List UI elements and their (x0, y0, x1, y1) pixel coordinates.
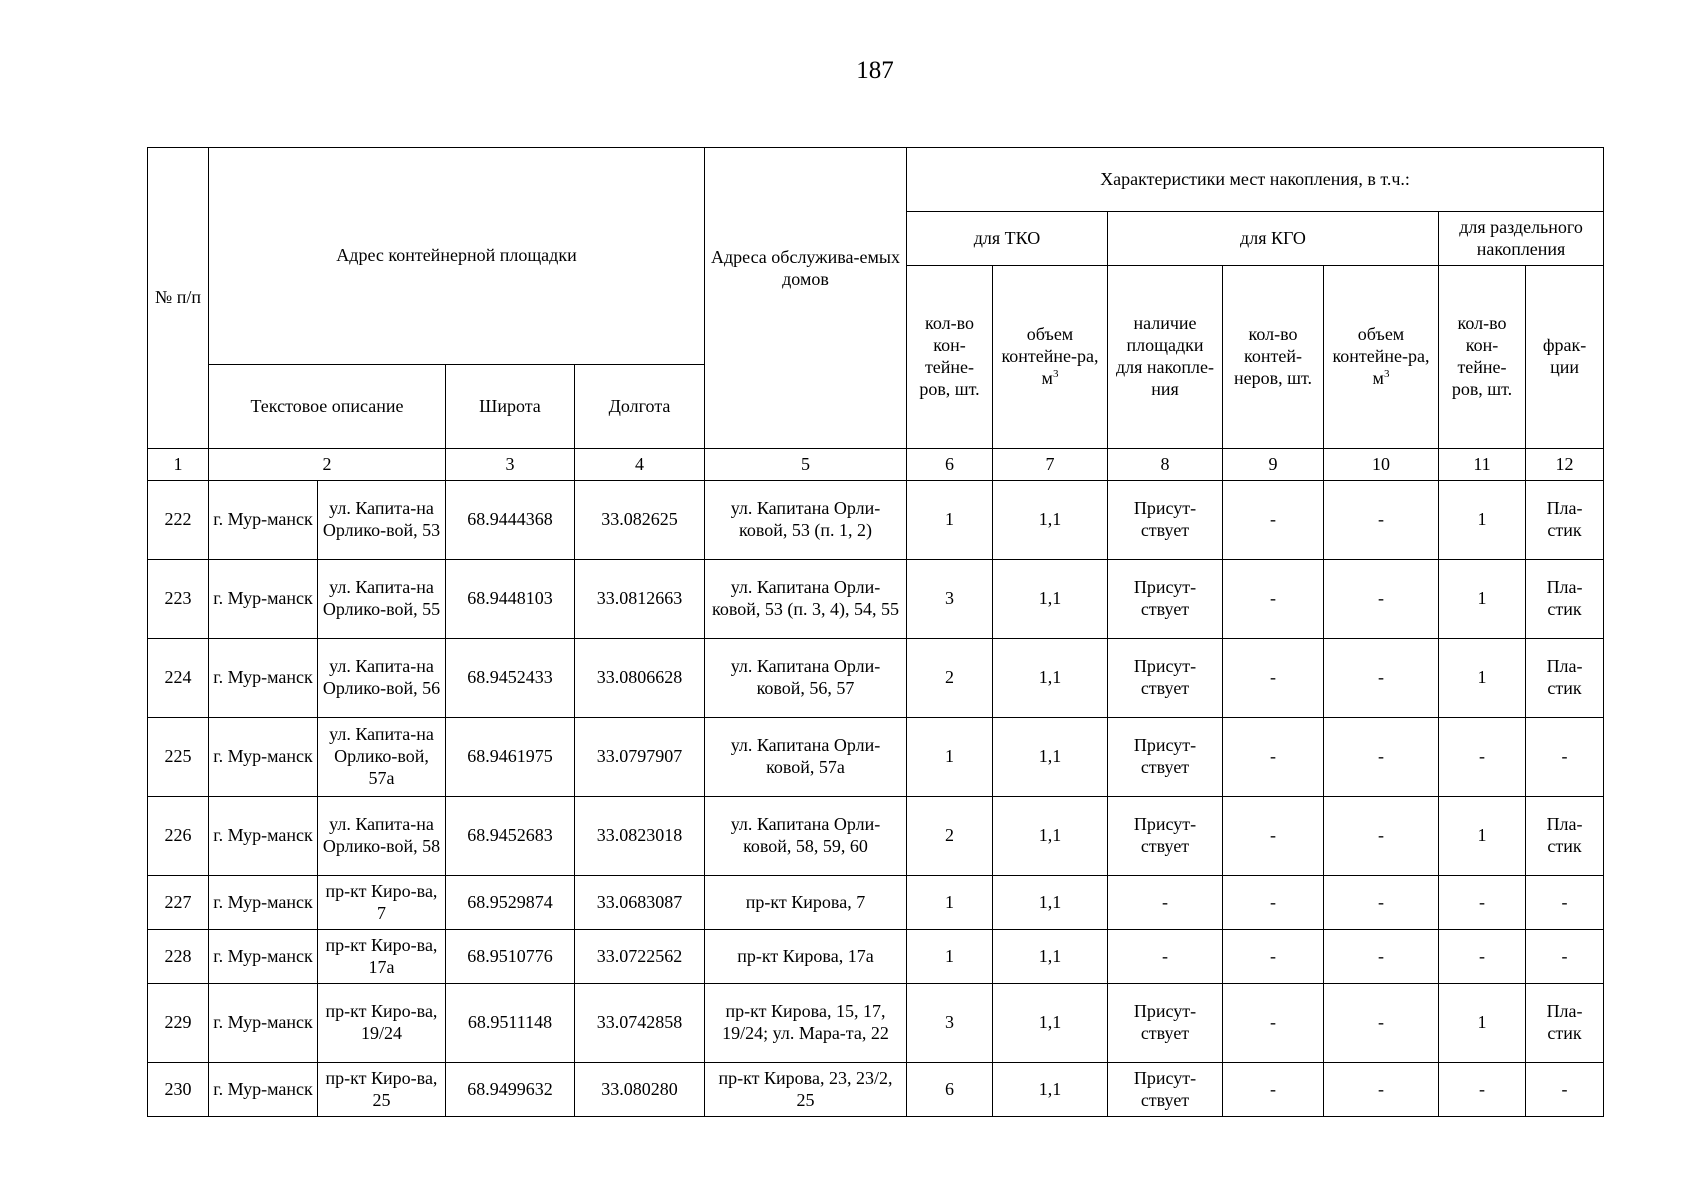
cell-kgo-site: - (1108, 876, 1223, 930)
cell-tko-count: 6 (907, 1063, 993, 1117)
cell-row-number: 226 (148, 797, 209, 876)
cell-sep-fraction: Пла-стик (1526, 797, 1604, 876)
cell-city: г. Мур-манск (209, 639, 318, 718)
cell-tko-count: 2 (907, 639, 993, 718)
registry-table (147, 147, 1604, 1117)
cell-city: г. Мур-манск (209, 984, 318, 1063)
cell-street: ул. Капита-на Орлико-вой, 53 (318, 481, 446, 560)
header-tko: для ТКО (907, 212, 1108, 266)
cell-row-number: 223 (148, 560, 209, 639)
cell-longitude: 33.0806628 (575, 639, 705, 718)
cell-row-number: 230 (148, 1063, 209, 1117)
cell-kgo-volume: - (1324, 797, 1439, 876)
cell-kgo-site: Присут-ствует (1108, 481, 1223, 560)
cell-kgo-count: - (1223, 560, 1324, 639)
cell-kgo-site: Присут-ствует (1108, 639, 1223, 718)
column-number-row (148, 449, 1604, 481)
cell-kgo-site: Присут-ствует (1108, 718, 1223, 797)
cell-city: г. Мур-манск (209, 930, 318, 984)
cell-kgo-count: - (1223, 639, 1324, 718)
col-number: 11 (1439, 449, 1526, 481)
col-number: 12 (1526, 449, 1604, 481)
cell-longitude: 33.0742858 (575, 984, 705, 1063)
cell-latitude: 68.9448103 (446, 560, 575, 639)
header-characteristics: Характеристики мест накопления, в т.ч.: (907, 148, 1604, 212)
col-number: 4 (575, 449, 705, 481)
header-text-desc: Текстовое описание (209, 365, 446, 449)
table-row (148, 930, 1604, 984)
cell-tko-count: 1 (907, 876, 993, 930)
header-sep-fraction: фрак-ции (1526, 266, 1604, 449)
cell-city: г. Мур-манск (209, 560, 318, 639)
cell-kgo-count: - (1223, 1063, 1324, 1117)
cell-latitude: 68.9452683 (446, 797, 575, 876)
cell-tko-count: 3 (907, 984, 993, 1063)
cell-tko-volume: 1,1 (993, 797, 1108, 876)
cell-city: г. Мур-манск (209, 1063, 318, 1117)
cell-sep-count: - (1439, 1063, 1526, 1117)
cell-served-houses: ул. Капитана Орли-ковой, 53 (п. 3, 4), 54, 55 (705, 560, 907, 639)
cell-latitude: 68.9444368 (446, 481, 575, 560)
cell-served-houses: ул. Капитана Орли-ковой, 58, 59, 60 (705, 797, 907, 876)
cell-latitude: 68.9499632 (446, 1063, 575, 1117)
cell-kgo-volume: - (1324, 930, 1439, 984)
cell-tko-volume: 1,1 (993, 984, 1108, 1063)
cell-street: пр-кт Киро-ва, 7 (318, 876, 446, 930)
header-separate: для раздельного накопления (1439, 212, 1604, 266)
cell-sep-fraction: Пла-стик (1526, 639, 1604, 718)
cell-kgo-site: - (1108, 930, 1223, 984)
cell-tko-volume: 1,1 (993, 560, 1108, 639)
header-no: № п/п (148, 148, 209, 449)
cell-longitude: 33.0722562 (575, 930, 705, 984)
cell-tko-count: 1 (907, 718, 993, 797)
cell-sep-count: 1 (1439, 797, 1526, 876)
cell-latitude: 68.9529874 (446, 876, 575, 930)
cell-sep-count: - (1439, 930, 1526, 984)
cell-served-houses: пр-кт Кирова, 7 (705, 876, 907, 930)
cell-sep-count: 1 (1439, 984, 1526, 1063)
header-tko-count: кол-во кон-тейне-ров, шт. (907, 266, 993, 449)
page-number: 187 (856, 57, 894, 84)
cell-kgo-count: - (1223, 718, 1324, 797)
cell-row-number: 229 (148, 984, 209, 1063)
table-row (148, 797, 1604, 876)
cell-longitude: 33.0797907 (575, 718, 705, 797)
cell-served-houses: пр-кт Кирова, 17а (705, 930, 907, 984)
header-longitude: Долгота (575, 365, 705, 449)
cell-street: ул. Капита-на Орлико-вой, 58 (318, 797, 446, 876)
cell-sep-fraction: - (1526, 718, 1604, 797)
cell-street: пр-кт Киро-ва, 25 (318, 1063, 446, 1117)
cell-longitude: 33.0683087 (575, 876, 705, 930)
cell-tko-count: 1 (907, 930, 993, 984)
cell-row-number: 227 (148, 876, 209, 930)
header-kgo: для КГО (1108, 212, 1439, 266)
cell-sep-count: - (1439, 876, 1526, 930)
cell-served-houses: пр-кт Кирова, 15, 17, 19/24; ул. Мара-та, 22 (705, 984, 907, 1063)
header-sep-count: кол-во кон-тейне-ров, шт. (1439, 266, 1526, 449)
header-served-houses: Адреса обслужива-емых домов (705, 148, 907, 449)
cell-street: ул. Капита-на Орлико-вой, 57а (318, 718, 446, 797)
cell-served-houses: ул. Капитана Орли-ковой, 53 (п. 1, 2) (705, 481, 907, 560)
cell-sep-fraction: - (1526, 876, 1604, 930)
cell-longitude: 33.0812663 (575, 560, 705, 639)
cell-row-number: 225 (148, 718, 209, 797)
cell-sep-fraction: - (1526, 930, 1604, 984)
cell-latitude: 68.9511148 (446, 984, 575, 1063)
cell-city: г. Мур-манск (209, 797, 318, 876)
cell-kgo-site: Присут-ствует (1108, 560, 1223, 639)
cell-tko-volume: 1,1 (993, 876, 1108, 930)
col-number: 10 (1324, 449, 1439, 481)
cell-longitude: 33.080280 (575, 1063, 705, 1117)
col-number: 9 (1223, 449, 1324, 481)
cell-tko-volume: 1,1 (993, 718, 1108, 797)
cell-street: пр-кт Киро-ва, 17а (318, 930, 446, 984)
cell-kgo-volume: - (1324, 1063, 1439, 1117)
cell-kgo-volume: - (1324, 560, 1439, 639)
cell-kgo-count: - (1223, 930, 1324, 984)
cell-kgo-count: - (1223, 876, 1324, 930)
cell-tko-volume: 1,1 (993, 639, 1108, 718)
cell-kgo-volume: - (1324, 984, 1439, 1063)
cell-sep-fraction: Пла-стик (1526, 560, 1604, 639)
cell-latitude: 68.9461975 (446, 718, 575, 797)
cell-kgo-volume: - (1324, 876, 1439, 930)
cell-served-houses: ул. Капитана Орли-ковой, 57а (705, 718, 907, 797)
cell-kgo-site: Присут-ствует (1108, 1063, 1223, 1117)
header-tko-volume: объем контейне-ра, $м^3$ (993, 266, 1108, 449)
header-kgo-volume: объем контейне-ра, $м^3$ (1324, 266, 1439, 449)
cell-longitude: 33.082625 (575, 481, 705, 560)
cell-kgo-volume: - (1324, 639, 1439, 718)
col-number: 8 (1108, 449, 1223, 481)
cell-row-number: 224 (148, 639, 209, 718)
col-number: 7 (993, 449, 1108, 481)
table-row (148, 1063, 1604, 1117)
cell-sep-count: 1 (1439, 481, 1526, 560)
cell-city: г. Мур-манск (209, 876, 318, 930)
col-number: 2 (209, 449, 446, 481)
cell-street: ул. Капита-на Орлико-вой, 55 (318, 560, 446, 639)
cell-longitude: 33.0823018 (575, 797, 705, 876)
cell-street: ул. Капита-на Орлико-вой, 56 (318, 639, 446, 718)
cell-city: г. Мур-манск (209, 481, 318, 560)
cell-latitude: 68.9452433 (446, 639, 575, 718)
table-row (148, 481, 1604, 560)
cell-kgo-site: Присут-ствует (1108, 797, 1223, 876)
cell-kgo-volume: - (1324, 718, 1439, 797)
table-row (148, 984, 1604, 1063)
cell-sep-fraction: Пла-стик (1526, 481, 1604, 560)
cell-sep-fraction: - (1526, 1063, 1604, 1117)
cell-tko-count: 1 (907, 481, 993, 560)
cell-served-houses: ул. Капитана Орли-ковой, 56, 57 (705, 639, 907, 718)
cell-city: г. Мур-манск (209, 718, 318, 797)
cell-kgo-count: - (1223, 797, 1324, 876)
cell-kgo-count: - (1223, 984, 1324, 1063)
cell-tko-volume: 1,1 (993, 930, 1108, 984)
col-number: 3 (446, 449, 575, 481)
cell-kgo-site: Присут-ствует (1108, 984, 1223, 1063)
cell-sep-fraction: Пла-стик (1526, 984, 1604, 1063)
cell-street: пр-кт Киро-ва, 19/24 (318, 984, 446, 1063)
cell-served-houses: пр-кт Кирова, 23, 23/2, 25 (705, 1063, 907, 1117)
table-row (148, 639, 1604, 718)
cell-sep-count: - (1439, 718, 1526, 797)
col-number: 1 (148, 449, 209, 481)
cell-row-number: 228 (148, 930, 209, 984)
cell-tko-count: 2 (907, 797, 993, 876)
cell-row-number: 222 (148, 481, 209, 560)
cell-sep-count: 1 (1439, 560, 1526, 639)
header-address: Адрес контейнерной площадки (209, 148, 705, 365)
cell-latitude: 68.9510776 (446, 930, 575, 984)
table-row (148, 718, 1604, 797)
header-latitude: Широта (446, 365, 575, 449)
cell-kgo-count: - (1223, 481, 1324, 560)
cell-sep-count: 1 (1439, 639, 1526, 718)
cell-tko-volume: 1,1 (993, 481, 1108, 560)
col-number: 5 (705, 449, 907, 481)
cell-tko-count: 3 (907, 560, 993, 639)
header-kgo-site: наличие площадки для накопле-ния (1108, 266, 1223, 449)
cell-tko-volume: 1,1 (993, 1063, 1108, 1117)
col-number: 6 (907, 449, 993, 481)
header-kgo-count: кол-во контей-неров, шт. (1223, 266, 1324, 449)
table-row (148, 876, 1604, 930)
table-row (148, 560, 1604, 639)
cell-kgo-volume: - (1324, 481, 1439, 560)
